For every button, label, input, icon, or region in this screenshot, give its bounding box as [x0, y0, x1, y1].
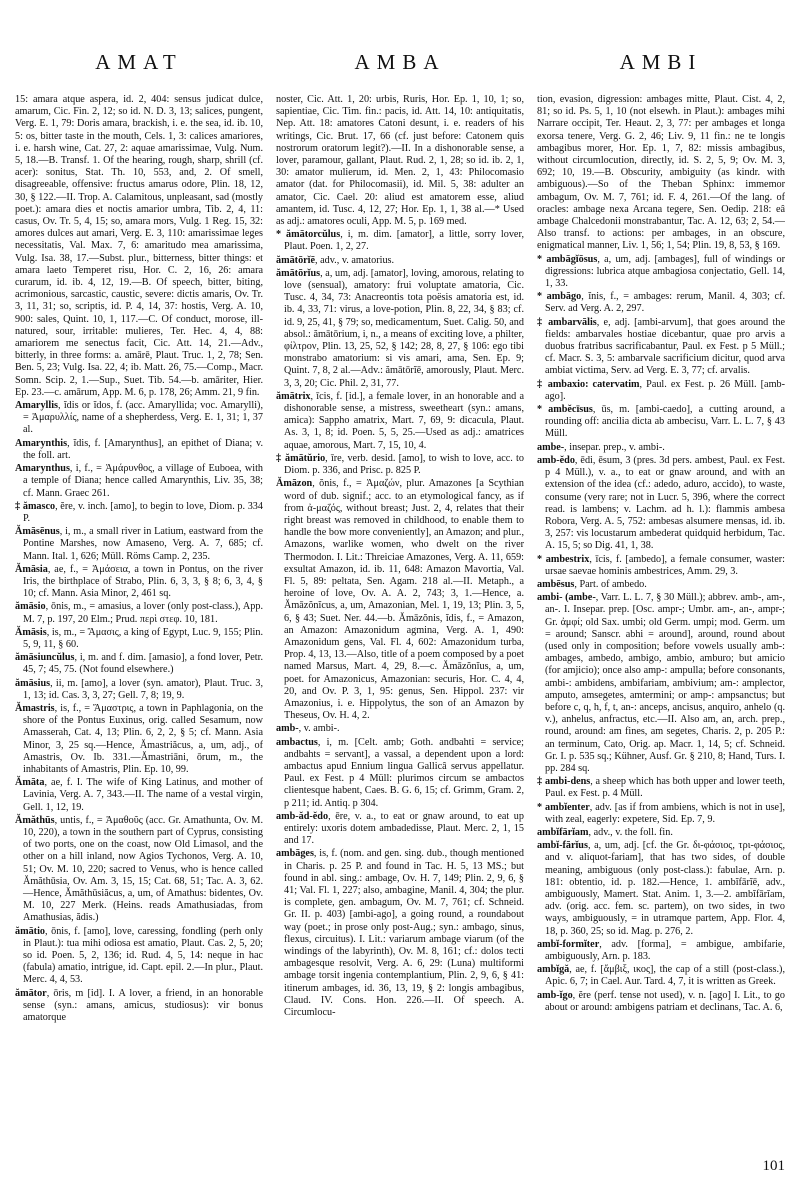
dictionary-entry: ambactus, i, m. [Celt. amb; Goth. andbahti = service; andbahts = servant], a vassal, a dependent upon a lord: ambactus apud Ennium lingua Gallicâ servus appellatur. Paul. ex Fest. p 4 Müll: plurimos circum se ambactos clientesque habent, Caes. B. G. 6, 15; cf. Grimm, Gram. 2, p 211; id. Antiq. p 304. — [276, 736, 524, 809]
headword: ambe- — [537, 441, 565, 453]
headword: ambēsus — [537, 578, 575, 590]
headword: amb-ĕdo — [537, 454, 575, 466]
dictionary-entry: ambĭfārĭam, adv., v. the foll. fin. — [537, 826, 673, 838]
headword: Ămastris — [15, 702, 55, 714]
dictionary-entry: * ambĭenter, adv. [as if from ambiens, which is not in use], with zeal, eagerly: expetere, Sid. Ep. 7, 9. — [537, 801, 785, 825]
dictionary-entry: ‡ ambarvālis, e, adj. [ambi-arvum], that goes around the fields: ambarvales hostiae dicebantur, quae pro arvis a duobus fratribus sacrificabantur, Paul. ex Fest. p 5 Müll.; cf. Macr. S. 3, 5: ambarvale sacrificium dicitur, quod arva ambiat victima, Serv. ad Verg. E. 3, 77; cf. arvalis. — [537, 316, 785, 377]
dictionary-entry: amb-ăd-ĕdo, ēre, v. a., to eat or gnaw around, to eat up entirely: uxoris dotem ambadedisse, Plaut. Merc. 2, 1, 15 and 17. — [276, 810, 524, 847]
headword: ămātio — [15, 925, 45, 937]
running-header — [0, 50, 800, 78]
dictionary-entry: ‡ ambaxio: catervatim, Paul. ex Fest. p. 26 Müll. [amb-ago]. — [537, 378, 785, 402]
headword: Ămāzon — [276, 478, 313, 490]
column-left — [15, 94, 263, 1154]
headword: Amarynthus — [15, 463, 70, 475]
headword: ămāsiuncŭlus — [15, 652, 75, 664]
headword: Amaryllis — [15, 400, 59, 412]
dictionary-entry: ămātōrĭē, adv., v. amatorius. — [276, 254, 395, 266]
headword: Amarynthis — [15, 437, 68, 449]
headword: Ămāta — [15, 777, 45, 789]
dictionary-entry: Amarynthus, i, f., = Ἀμάρυνθος, a village of Euboea, with a temple of Diana; hence called Amarynthis, Liv. 35, 38; cf. Mann. Graec 261. — [15, 463, 263, 499]
dictionary-entry: * ambāgĭōsus, a, um, adj. [ambages], full of windings or digressions: lubrica atque ambagiosa conjectatio, Gell. 14, 1, 33. — [537, 253, 785, 290]
dictionary-entry: * ambāgo, ĭnis, f., = ambages: rerum, Manil. 4, 303; cf. Serv. ad Verg. A. 2, 297. — [537, 291, 785, 315]
headword: ‡ ambarvālis — [537, 316, 597, 328]
dictionary-entry: ambēsus, Part. of ambedo. — [537, 578, 647, 590]
header-left-guide-word: AMAT — [95, 50, 183, 74]
dictionary-entry: ambĭgă, ae, f. [ἄμβιξ, ικος], the cap of a still (post-class.), Apic. 6, 7; in Cael. Aur. Tard. 4, 7, it is written as Greek. — [537, 964, 785, 988]
headword: ambĭ-fārĭus — [537, 840, 588, 852]
headword: ămāsio — [15, 601, 46, 613]
headword: * ambestrix — [537, 553, 590, 565]
column-right — [537, 94, 785, 1154]
dictionary-entry: ămāsius, ii, m. [amo], a lover (syn. amator), Plaut. Truc. 3, 1, 13; id. Cas. 3, 3, 27; Gell. 7, 8; 19, 9. — [15, 677, 263, 701]
headword: ămātōrĭē — [276, 254, 316, 266]
headword: ‡ ămātŭrio — [276, 452, 326, 464]
dictionary-entry: amb-ĕdo, ēdi, ēsum, 3 (pres. 3d pers. ambest, Paul. ex Fest. p 4 Müll.), v. a., to eat or gnaw around, and with an extension of the idea (cf.: adedo, aduro, accido), to waste, consume (very rare; not in Lucr. 5, 396, where the correct read. is lambens; v. Lachm. ad h. l.): flammis ambesa Robora, Verg. A. 5, 752: ambesas alsumere mensas, id. ib. 3, 257: vis locustarum ambederat quidquid herbidum, Tac. A. 15, 5; so Dig. 41, 1, 38. — [537, 454, 785, 552]
headword: ‡ ămasco — [15, 500, 56, 512]
headword: * ambĕcīsus — [537, 404, 593, 416]
headword: ămāsius — [15, 677, 51, 689]
dictionary-entry: Ămăthūs, untis, f., = Ἀμαθοῦς (acc. Gr. Amathunta, Ov. M. 10, 220), a town in the southern part of Cyprus, consisting of two ports, one on the coast, now Old Limasol, and the other on a hill inland, now Agios Tychonos, Verg. A. 10, 51; Ov. M. 10, 220; sacred to Venus, who is hence called Ămăthūsia, Ov. Am. 3, 15, 15; Cat. 68, 51; Tac. A. 3, 62.—Hence, Ămăthūsiăcus, a, um, of Amathus: bidentes, Ov. M. 10, 227 Merk. (Heins. reads Amathusiadas, from Amathusias, ădis.) — [15, 814, 263, 924]
dictionary-entry: Ămāsis, is, m., = Ἄμασις, a king of Egypt, Luc. 9, 155; Plin. 5, 9, 11, § 60. — [15, 626, 263, 650]
dictionary-entry: Ămāzon, ŏnis, f., = Ἀμαζών, plur. Amazones [a Scythian word of dub. signif.; acc. to an etymological fancy, as if from ἀ-μαζός, without breast; Just. 2, 4, relates that their right breast was removed in childhood, to enable them to handle the bow more conveniently], an Amazon; and plur., Amazons, warlike women, who dwelt on the river Thermodon. I. Lit.: Threiciae Amazones, Verg. A. 11, 659: exsultat Amazon, id. ib. 11, 648: Amazon Mavortia, Val. Fl. 5, 89: peltata, Sen. Agam. 218 al.—II. Metaph., a heroine of love, Ov. A. A. 2, 743; 3, 1.—Hence, a. Ămāzŏnĭcus, a, um, Amazonian, Mel. 1, 19, 13; Plin. 3, 5, 6, § 43; Suet. Ner. 44.—b. Ămāzŏnis, ĭdis, f., = Amazon, an Amazon: Amazonidum agmina, Verg. A. 1, 490: Amazonidum gens, Val. Fl. 4, 602: Amazonidum turba, Prop. 4, 13, 13.—Also, title of a poem composed by a poet named Marsus, Mart. 4, 29, 8.—c. Ămāzŏnĭus, a, um, poet. for Amazonicus, Amazonian: securis, Hor. C. 4, 4, 20, and Ov. P. 3, 1, 95: genus, Sen. Hippol. 237: vir Amazonius, i. e. Hippolytus, the son of an Amazon by Theseus, Ov. H. 4, 2. — [276, 478, 524, 722]
dictionary-entry: ambĭ-fārĭus, a, um, adj. [cf. the Gr. δι-φάσιος, τρι-φάσιος, and v. aliquot-fariam], that has two sides, of double meaning, ambiguous (only post-class.): fabulae, Arn. p. 181: obtentio, id. p. 182.—Hence, 1. ambĭfārĭē, adv., ambiguously, Mamert. Stat. Anim. 1, 3.—2. ambĭfārĭam, adv. (orig. acc. fem. sc. partem), on two sides, in two ways, ambiguously, = in utramque partem, App. Flor. 4, 18, p. 360, 25; so id. Mag. p. 276, 2. — [537, 840, 785, 937]
headword: Ămāsia — [15, 563, 48, 575]
headword: amb-ĭgo — [537, 989, 573, 1001]
headword: Ămăthūs — [15, 814, 55, 826]
dictionary-entry: ambāges, is, f. (nom. and gen. sing. dub., though mentioned in Charis. p. 25 P. and found in Tac. H. 5, 13 MS.; but found in abl. sing.: ambage, Ov. H. 7, 149; Plin. 2, 9, 6, § 41; Val. Fl. 1, 227; also, ambagine, Manil. 4, 304; the plur. is complete, gen. ambagum, Ov. M. 7, 761; cf. Schneid. Gr. II. p. 403) [ambi-ago], a going round, a roundabout way (poet.; in prose only post-Aug.; syn.: ambago, sinus, flexus, circuitus). I. Lit.: variarum ambage viarum (of the windings of the labyrinth), Ov. M. 8, 161; cf.: dolos tecti ambagesque resolvit, Verg. A. 6, 29: (Luna) multiformi ambage torsit ingenia contemplantium, Plin. 2, 9, 6, § 41: itinerum ambages, id. 36, 13, 19, § 2: longis ambagibus, Claud. IV. Cons. Hon. 226.—II. Of speech. A. Circumlocu- — [276, 848, 524, 1019]
headword: ămātrix — [276, 390, 311, 402]
dictionary-entry: ambi- (ambe-, Varr. L. L. 7, § 30 Müll.); abbrev. amb-, am-, an-. I. Insepar. prep. [Osc. ampr-; Umbr. am-, an-, ampr-; Gr. ἀμφί; old Sax. umbi; old Germ. umpi; mod. Germ. um = around; Sanscr. abhi = around], around, round about (used only in composition; before vowels usually amb-: ambages, ambedo, ambigo, ambio, amburo; but amicio (for amjicio); once also amp-: ampulla; before consonants, ambi-: ambidens, ambifariam, ambivium; am-: amplector, amputo, amsegetes, amtermini; or amp-: ampsanctus; but before c, q, h, f, t, an-: anceps, ancisus, anquiro, anhelo (q. v.), anhelus, anfractus, etc.—II. Also am, an, arch. prep., round, around: am fines, am segetes, Charis. 2, p. 205 P.: an terminum, Cato, Orig. ap. Macr. 1, 14, 5; cf. Schneid. Gr. I. p. 535 sq.; Kühner, Ausf. Gr. § 210, 8; Hand, Turs. I. pp. 284 sq. — [537, 592, 785, 774]
headword: * ămātorcŭlus — [276, 229, 341, 241]
dictionary-entry: Ămāsia, ae, f., = Ἀμάσεια, a town in Pontus, on the river Iris, the birthplace of Strabo, Plin. 6, 3, 3, § 8; 6, 3, 4, § 10; cf. Mann. Asia Minor, 2, 461 sq. — [15, 563, 263, 600]
dictionary-entry: Amaryllis, ĭdis or ĭdos, f. (acc. Amaryllida; voc. Amarylli), = Ἀμαρυλλίς, name of a shepherdess, Verg. E. 1, 31; 1, 37 al. — [15, 400, 263, 436]
dictionary-entry: ‡ ămasco, ĕre, v. inch. [amo], to begin to love, Diom. p. 334 P. — [15, 500, 263, 524]
dictionary-entry: amb-, v. ambi-. — [276, 723, 340, 735]
headword: ambĭfārĭam — [537, 826, 589, 838]
headword: ămātor — [15, 987, 47, 999]
dictionary-entry: ămāsio, ōnis, m., = amasius, a lover (only post-class.), App. M. 7, p. 197, 20 Elm.; Prud. περὶ στεφ. 10, 181. — [15, 601, 263, 625]
dictionary-entry: ambĭ-formĭter, adv. [forma], = ambigue, ambifarie, ambiguously, Arn. p. 183. — [537, 938, 785, 963]
headword: ambĭ-formĭter — [537, 938, 600, 950]
header-center-guide-word: AMBA — [354, 50, 446, 74]
headword: * ambāgo — [537, 291, 582, 303]
column-middle — [276, 94, 524, 1154]
headword: ‡ ambaxio: catervatim — [537, 378, 640, 390]
dictionary-entry: * ambestrix, īcis, f. [ambedo], a female consumer, waster: ursae saevae hominis ambestrices, Amm. 29, 3. — [537, 553, 785, 577]
headword: ambi- (ambe- — [537, 592, 596, 604]
headword: * ambāgĭōsus — [537, 253, 598, 265]
headword: ‡ ambi-dens — [537, 776, 591, 788]
headword: amb- — [276, 723, 299, 735]
dictionary-entry: * ămātorcŭlus, i, m. dim. [amator], a little, sorry lover, Plaut. Poen. 1, 2, 27. — [276, 229, 524, 253]
dictionary-entry: tion, evasion, digression: ambages mitte, Plaut. Cist. 4, 2, 81; so id. Ps. 5, 1, 10 (not elsewh. in Plaut.): ambages mihi Narrare occipit, Ter. Heaut. 2, 3, 77: per ambages et longa exorsa tenere, Verg. G. 2, 46; Liv. 9, 11 fin.: ne te longis ambagibus morer, Hor. Ep. 1, 7, 82: missis ambagibus, without circumlocution, directly, id. S. 2, 5, 9; Ov. M. 3, 692; 10, 19.—B. Obscurity, ambiguity (as kindr. with ambiguous).—So of the Theban Sphinx: immemor ambagum, Ov. M. 7, 761; id. F. 4, 261.—Of the lang. of oracles: ambage nexa Arcana tegere, Sen. Oedip. 218: eâ ambage Chalcedonii monstrabantur, Tac. A. 12, 63; 2, 54.—Also transf. to actions: per ambages, in an obscure, enigmatical manner, Liv. 1, 56; 1, 54; Plin. 19, 8, 53, § 169. — [537, 94, 785, 252]
dictionary-entry: ămātōrĭus, a, um, adj. [amator], loving, amorous, relating to love (sensual), amatory: frui voluptate amatoria, Cic. Tusc. 4, 34, 73: Anacreontis tota poësis amatoria est, id. ib. 4, 33, 71: virus, a love-potion, Plin. 8, 22, 34, § 83; cf. id. 9, 25, 41, § 79; so, medicamentum, Suet. Calig. 50, and absol.: ămātōrium, i, n., a means of exciting love, a philter, φίλτρον, Plin. 13, 25, 52, § 142; 28, 8, 27, § 106: ego tibi monstrabo amatorium: si vis amari, ama, Sen. Ep. 9; Quint. 7, 8, 2 al.—Adv.: ămātōrĭē, amorously, Plaut. Merc. 3, 3, 20; Cic. Phil. 2, 31, 77. — [276, 267, 524, 389]
page-number: 101 — [762, 1158, 785, 1174]
dictionary-entry: noster, Cic. Att. 1, 20: urbis, Ruris, Hor. Ep. 1, 10, 1; so, sapientiae, Cic. Tim. fin.: pacis, id. Att. 14, 10: antiquitatis, Nep. Att. 18: amatores Catoni desunt, i. e. readers of his writings, Cic. Brut. 17, 66 (cf. just before: Catonem quis nostrorum oratorum legit?).—II. In a dishonorable sense, a lover, paramour, gallant, Plaut. Rud. 2, 1, 28; so id. ib. 2, 1, 30: amator mulierum, id. Men. 2, 1, 43: Philocomasio amator (dat. for Philocomasii), id. Mil. 5, 38: adulter an amator, Cic. Cael. 20: aliud est amatorem esse, aliud amantem, id. Tusc. 4, 12, 27; Hor. Ep. 1, 1, 38 al.—* Used as adj.: amatores oculi, App. M. 5, p. 169 med. — [276, 94, 524, 228]
dictionary-entry: ămāsiuncŭlus, i, m. and f. dim. [amasio], a fond lover, Petr. 45, 7; 45, 75. (Not found elsewhere.) — [15, 652, 263, 676]
header-right-guide-word: AMBI — [619, 50, 703, 74]
dictionary-entry: amb-ĭgo, ĕre (perf. tense not used), v. n. [ago] I. Lit., to go about or around: ambigens patriam et declinans, Tac. A. 6, — [537, 989, 785, 1013]
headword: Ămāsēnus — [15, 526, 60, 538]
dictionary-entry: Ămāsēnus, i, m., a small river in Latium, eastward from the Pontine Marshes, now Amaseno, Verg. A. 7, 685; cf. Mann. Ital. 1, 626; Müll. Röms Camp. 2, 235. — [15, 526, 263, 562]
headword: * ambĭenter — [537, 801, 590, 813]
headword: ambactus — [276, 736, 318, 748]
dictionary-entry: Ămastris, is, f., = Ἄμαστρις, a town in Paphlagonia, on the shore of the Pontus Euxinus, orig. called Sesamum, now Amasserah, Cat. 4, 13; Plin. 6, 2, 2, § 5; cf. Mann. Asia Minor, 3, 25 sq.—Hence, Ămastriăcus, a, um, adj., of Amastris, Ov. Ib. 331.—Ămastriāni, ōrum, m., the inhabitants of Amastris, Plin. Ep. 10, 99. — [15, 702, 263, 775]
dictionary-entry: Ămāta, ae, f. I. The wife of King Latinus, and mother of Lavinia, Verg. A. 7, 343.—II. The name of a vestal virgin, Gell. 1, 12, 19. — [15, 777, 263, 813]
headword: ămātōrĭus — [276, 267, 321, 279]
headword: ambĭgă — [537, 964, 570, 976]
dictionary-entry: Amarynthis, ĭdis, f. [Amarynthus], an epithet of Diana; v. the foll. art. — [15, 437, 263, 461]
headword: amb-ăd-ĕdo — [276, 810, 329, 822]
dictionary-entry: ‡ ambi-dens, a sheep which has both upper and lower teeth, Paul. ex Fest. p. 4 Müll. — [537, 776, 785, 800]
dictionary-entry: * ambĕcīsus, ūs, m. [ambi-caedo], a cutting around, a rounding off: ancilia dicta ab ambecisu, Varr. L. L. 7, § 43 Müll. — [537, 404, 785, 440]
dictionary-entry: ambe-, insepar. prep., v. ambi-. — [537, 441, 665, 453]
dictionary-entry: ‡ ămātŭrio, īre, verb. desid. [amo], to wish to love, acc. to Diom. p. 336, and Prisc. p. 825 P. — [276, 452, 524, 477]
dictionary-entry: 15: amara atque aspera, id. 2, 404: sensus judicat dulce, amarum, Cic. Fin. 2, 12; so id. N. D. 3, 13; salices, pungent, Verg. E. 1, 79: Doris amara, brackish, i. e. the sea, id. ib. 10, 5: os, bitter taste in the mouth, Cels. 1, 3: calices amariores, i. e. harsh wine, Cat. 27, 2: aquae amarissimae, Vulg. Num. 5, 18.—B. Transf. 1. Of the hearing, rough, sharp, shrill (cf. acer): sonitus, Stat. Th. 10, 553, and, 2. Of smell, disagreeable, offensive: fructus amarus odore, Plin. 18, 12, 30, § 122.—II. Trop. A. Calamitous, unpleasant, sad (mostly poet.): amara dies et noctis amarior umbra, Tib. 2, 4, 11: casus, Ov. Tr. 5, 4, 15; so, amara mors, Vulg. 1 Reg. 15, 32: amores dulces aut amari, Verg. E. 3, 110: amarissimae leges necessitatis, Val. Max. 7, 6: amaritudo mea amarissima, Vulg. Isa. 38, 17.—Subst. plur., bitterness, bitter things: et amara laeto Temperet risu, Hor. C. 2, 16, 26: amara curarum, id. ib. 4, 12, 19.—B. Of speech, bitter, biting, acrimonious, sarcastic, caustic, severe: dictis amaris, Ov. Tr. 3, 11, 31; so, scriptis, id. P. 4, 14, 37: hostis, Verg. A. 10, 900: sales, Quint. 10, 1, 117.—C. Of conduct, morose, ill-natured, sour, irritable: mulieres, Ter. Hec. 4, 4, 88: amariorem me senectus facit, Cic. Att. 14, 21.—Adv., bitterly, in three forms: a. amārē, Plaut. Truc. 1, 2, 78; Sen. Ben. 5, 23; Vulg. Isa. 22, 4; ib. Matt. 26, 75.—Comp., Macr. Somn. Scip. 2, 1.—Sup., Suet. Tib. 54.—b. amāriter, Hier. Ep. 23.—c. amārum, App. M. 6, p. 178, 26; Amm. 21, 9 fin. — [15, 94, 263, 398]
dictionary-entry: ămātor, ōris, m [id]. I. A lover, a friend, in an honorable sense (syn.: amans, amicus, studiosus): vir bonus amatorque — [15, 987, 263, 1024]
dictionary-entry: ămātrix, īcis, f. [id.], a female lover, in an honorable and a dishonorable sense, a mistress, sweetheart (syn.: amans, amica): Sappho amatrix, Mart. 7, 69, 9: dicacula, Plaut. As. 3, 1, 8; id. Poen. 5, 5, 25.—Used as adj.: amatrices aquae, amorous, Mart. 7, 15, 10, 4. — [276, 390, 524, 451]
dictionary-entry: ămātio, ōnis, f. [amo], love, caressing, fondling (perh only in Plaut.): tua mihi odiosa est amatio, Plaut. Cas. 2, 5, 20; so id. Poen. 5, 2, 136; id. Rud. 4, 5, 14: neque in hac (fabula) amatio, intrigue, id. Capt. epil. 2.—In plur., Plaut. Merc. 4, 4, 53. — [15, 925, 263, 986]
headword: Ămāsis — [15, 626, 47, 638]
headword: ambāges — [276, 848, 314, 860]
